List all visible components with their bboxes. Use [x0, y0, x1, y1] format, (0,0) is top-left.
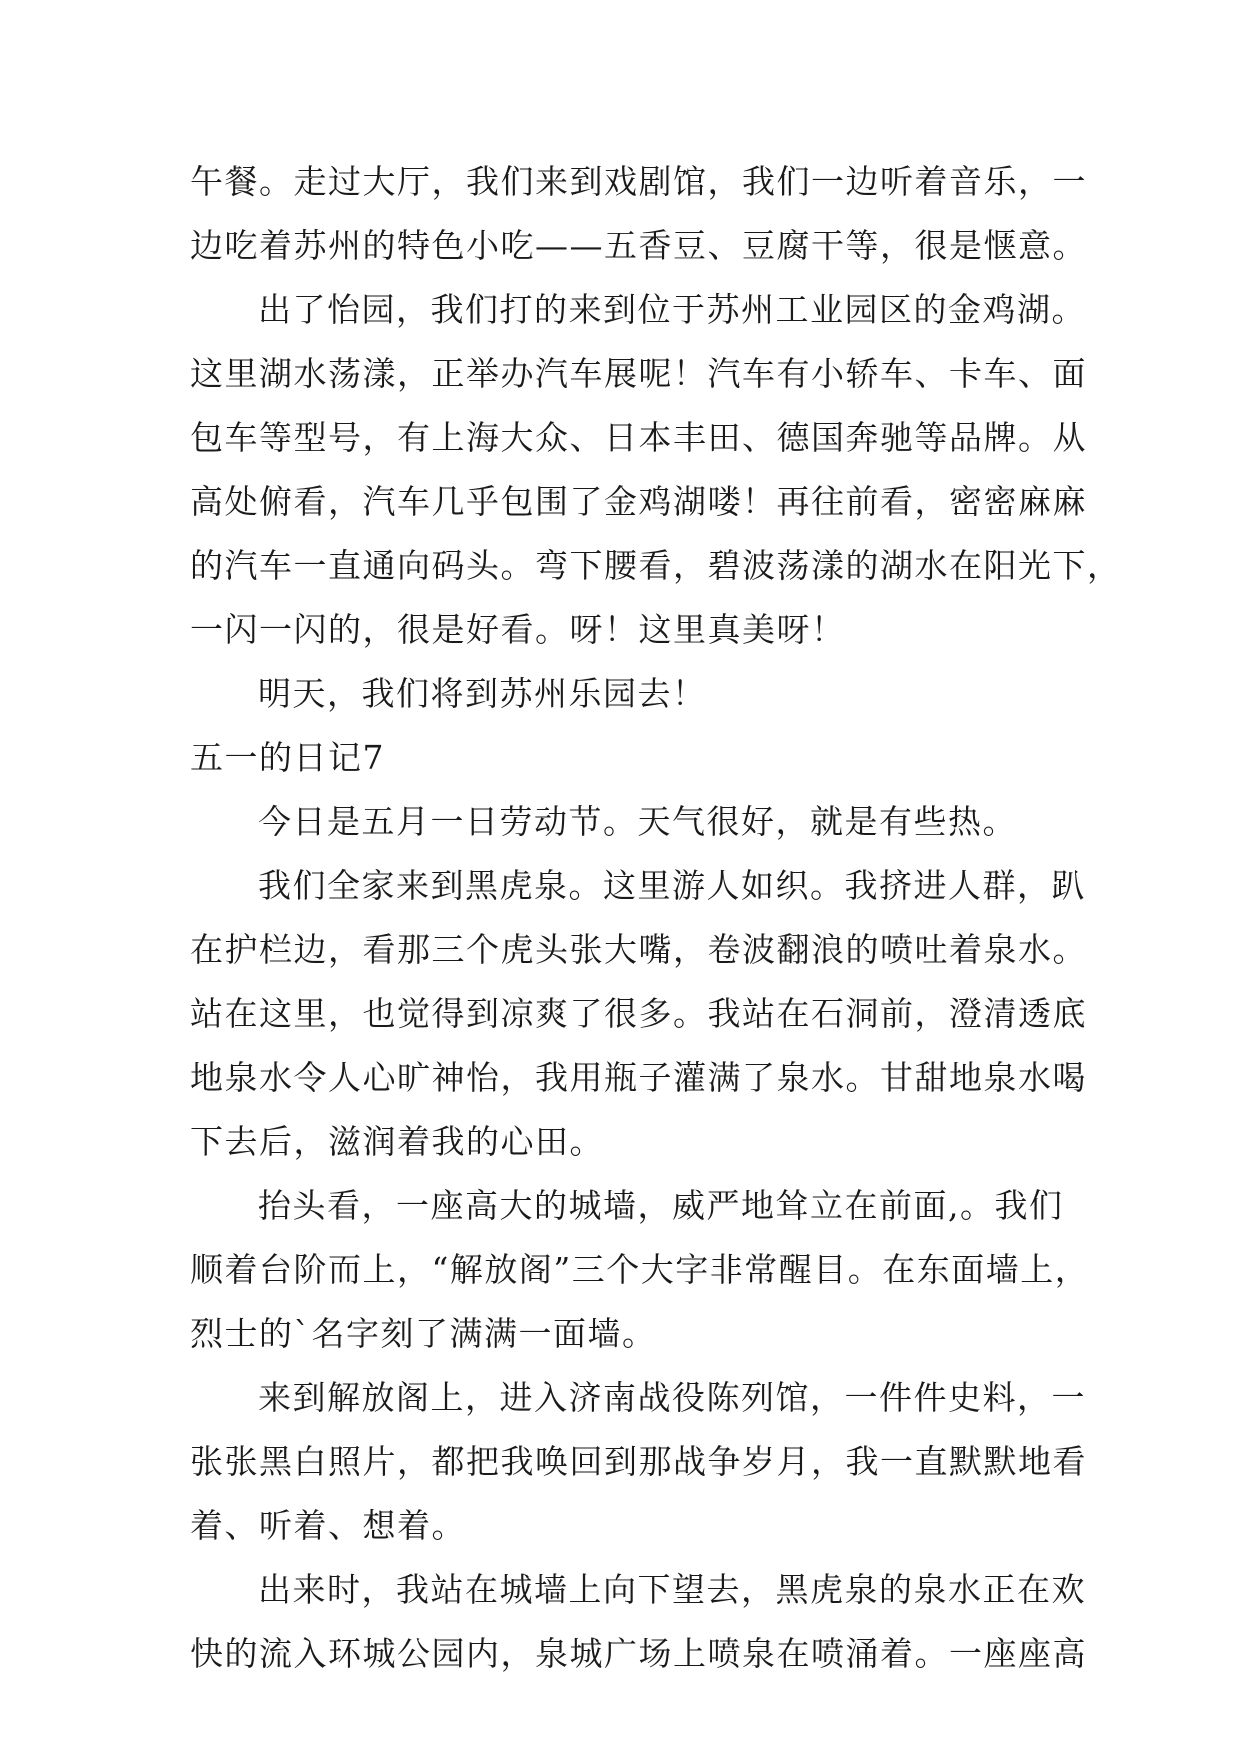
paragraph-start: 我们全家来到黑虎泉。这里游人如织。我挤进人群，趴: [258, 866, 1086, 905]
paragraph-start: 抬头看，一座高大的城墙，威严地耸立在前面,。我们: [258, 1186, 1064, 1225]
text-line: 着、听着、想着。: [190, 1506, 466, 1545]
text-line: 一闪一闪的，很是好看。呀！这里真美呀！: [190, 610, 846, 649]
text-line: 这里湖水荡漾，正举办汽车展呢！汽车有小轿车、卡车、面: [190, 354, 1087, 393]
text-line: 的汽车一直通向码头。弯下腰看，碧波荡漾的湖水在阳光下，: [190, 546, 1122, 585]
paragraph-start: 出来时，我站在城墙上向下望去，黑虎泉的泉水正在欢: [258, 1570, 1086, 1609]
text-line: 午餐。走过大厅，我们来到戏剧馆，我们一边听着音乐，一: [190, 162, 1087, 201]
text-line: 下去后，滋润着我的心田。: [190, 1122, 604, 1161]
text-line: 地泉水令人心旷神怡，我用瓶子灌满了泉水。甘甜地泉水喝: [190, 1058, 1087, 1097]
text-line: 站在这里，也觉得到凉爽了很多。我站在石洞前，澄清透底: [190, 994, 1087, 1033]
paragraph-start: 出了怡园，我们打的来到位于苏州工业园区的金鸡湖。: [258, 290, 1086, 329]
text-line: 张张黑白照片，都把我唤回到那战争岁月，我一直默默地看: [190, 1442, 1087, 1481]
section-title: 五一的日记7: [190, 738, 385, 777]
text-line: 烈士的`名字刻了满满一面墙。: [190, 1314, 657, 1353]
paragraph-start: 今日是五月一日劳动节。天气很好，就是有些热。: [258, 802, 1017, 841]
text-line: 高处俯看，汽车几乎包围了金鸡湖喽！再往前看，密密麻麻: [190, 482, 1087, 521]
paragraph-start: 明天，我们将到苏州乐园去！: [258, 674, 707, 713]
text-line: 在护栏边，看那三个虎头张大嘴，卷波翻浪的喷吐着泉水。: [190, 930, 1087, 969]
paragraph-start: 来到解放阁上，进入济南战役陈列馆，一件件史料，一: [258, 1378, 1086, 1417]
text-line: 包车等型号，有上海大众、日本丰田、德国奔驰等品牌。从: [190, 418, 1087, 457]
text-line: 快的流入环城公园内，泉城广场上喷泉在喷涌着。一座座高: [190, 1634, 1087, 1673]
text-line: 顺着台阶而上，“解放阁”三个大字非常醒目。在东面墙上，: [190, 1250, 1090, 1289]
text-line: 边吃着苏州的特色小吃——五香豆、豆腐干等，很是惬意。: [190, 226, 1087, 265]
